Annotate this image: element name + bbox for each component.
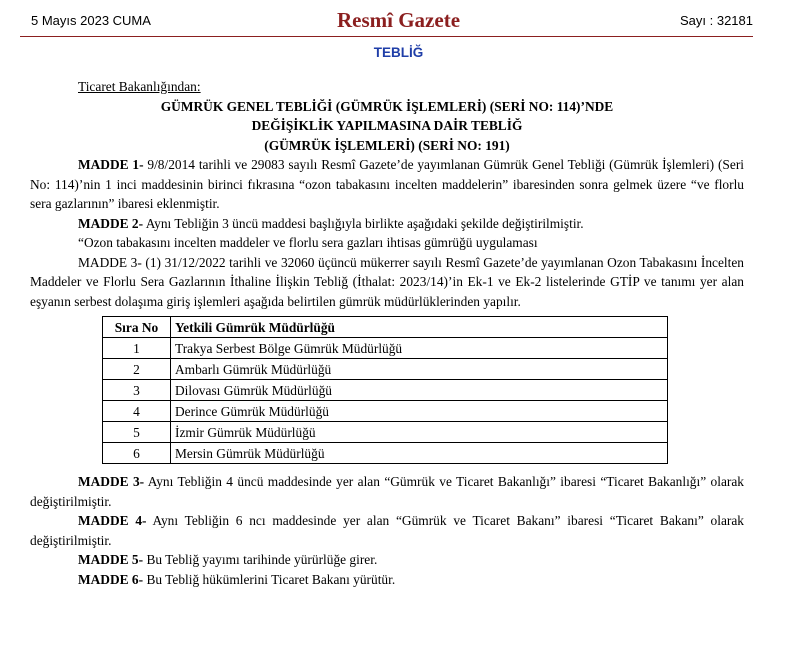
article-text: “Ozon tabakasını incelten maddeler ve florlu sera gazları ihtisas gümrüğü uygulaması [78, 235, 538, 250]
amended-heading [30, 233, 744, 253]
article-5 [30, 550, 744, 570]
article-text: 9/8/2014 tarihli ve 29083 sayılı Resmî Gazete’de yayımlanan Gümrük Genel Tebliği (Gümrük İşlemleri) (Seri No: 114)’nin 1 inci maddesinin birinci fıkrasına “ozon tabakasını incelten maddelerin” ibaresinden sonra gelmek üzere “ve florlu sera gazlarının” ibaresi eklenmiştir. [30, 157, 744, 211]
row-number: 5 [103, 422, 171, 443]
article-3 [30, 472, 744, 511]
article-text: Bu Tebliğ yayımı tarihinde yürürlüğe girer. [143, 552, 378, 567]
amended-article-text [30, 253, 744, 312]
article-4 [30, 511, 744, 550]
article-2 [30, 214, 744, 234]
office-name: Dilovası Gümrük Müdürlüğü [171, 380, 668, 401]
section-title: TEBLİĞ [373, 45, 424, 60]
customs-offices-table [102, 316, 668, 464]
office-name: Derince Gümrük Müdürlüğü [171, 401, 668, 422]
header-divider [20, 36, 753, 37]
article-text: Aynı Tebliğin 6 ncı maddesinde yer alan “Gümrük ve Ticaret Bakanı” ibaresi “Ticaret Bakanı” olarak değiştirilmiştir. [30, 513, 744, 548]
article-label: MADDE 2- [78, 215, 144, 231]
title-line: (GÜMRÜK İŞLEMLERİ) (SERİ NO: 191) [264, 137, 510, 153]
row-number: 6 [103, 443, 171, 464]
article-label: MADDE 1- [78, 157, 144, 172]
row-number: 2 [103, 359, 171, 380]
row-number: 1 [103, 338, 171, 359]
article-label: MADDE 3- [78, 474, 145, 489]
office-name: Mersin Gümrük Müdürlüğü [171, 443, 668, 464]
office-name: Ambarlı Gümrük Müdürlüğü [171, 359, 668, 380]
table-row [103, 422, 668, 443]
table-row [103, 401, 668, 422]
article-label: MADDE 6- [78, 571, 144, 587]
table-row [103, 380, 668, 401]
publication-date: 5 Mayıs 2023 CUMA [31, 13, 151, 28]
table-header-row [103, 317, 668, 338]
table-row [103, 359, 668, 380]
article-label: MADDE 5- [78, 552, 144, 567]
table-row [103, 338, 668, 359]
column-header-office: Yetkili Gümrük Müdürlüğü [171, 317, 668, 338]
office-name: Trakya Serbest Bölge Gümrük Müdürlüğü [171, 338, 668, 359]
title-line: GÜMRÜK GENEL TEBLİĞİ (GÜMRÜK İŞLEMLERİ) (SERİ NO: 114)’NDE [160, 98, 614, 114]
office-name: İzmir Gümrük Müdürlüğü [171, 422, 668, 443]
document-title [30, 97, 744, 156]
article-1 [30, 155, 744, 214]
article-6 [30, 570, 744, 590]
issuing-authority: Ticaret Bakanlığından: [78, 79, 201, 94]
row-number: 3 [103, 380, 171, 401]
article-text: MADDE 3- (1) 31/12/2022 tarihli ve 32060 üçüncü mükerrer sayılı Resmî Gazete’de yayımlanan Ozon Tabakasını İncelten Maddeler ve Florlu Sera Gazlarının İthaline İlişkin Tebliğ (İthalat: 2023/14)’in Ek-1 ve Ek-2 listelerinde GTİP ve tanımı yer alan eşyanın serbest dolaşıma giriş işlemleri aşağıda belirtilen gümrük müdürlüklerinden yapılır. [30, 254, 744, 309]
article-text: Aynı Tebliğin 4 üncü maddesinde yer alan “Gümrük ve Ticaret Bakanlığı” ibaresi “Ticaret Bakanlığı” olarak değiştirilmiştir. [30, 474, 744, 509]
article-label: MADDE 4- [78, 513, 147, 528]
article-text: Bu Tebliğ hükümlerini Ticaret Bakanı yürütür. [143, 571, 396, 587]
title-line: DEĞİŞİKLİK YAPILMASINA DAİR TEBLİĞ [251, 118, 523, 133]
column-header-no: Sıra No [103, 317, 171, 338]
customs-table-wrapper [102, 316, 744, 464]
document-body [30, 77, 744, 589]
issue-number: Sayı : 32181 [680, 13, 753, 28]
table-row [103, 443, 668, 464]
gazette-title: Resmî Gazete [336, 8, 461, 32]
row-number: 4 [103, 401, 171, 422]
gazette-header [0, 0, 797, 38]
article-text: Aynı Tebliğin 3 üncü maddesi başlığıyla birlikte aşağıdaki şekilde değiştirilmiştir. [143, 215, 584, 231]
